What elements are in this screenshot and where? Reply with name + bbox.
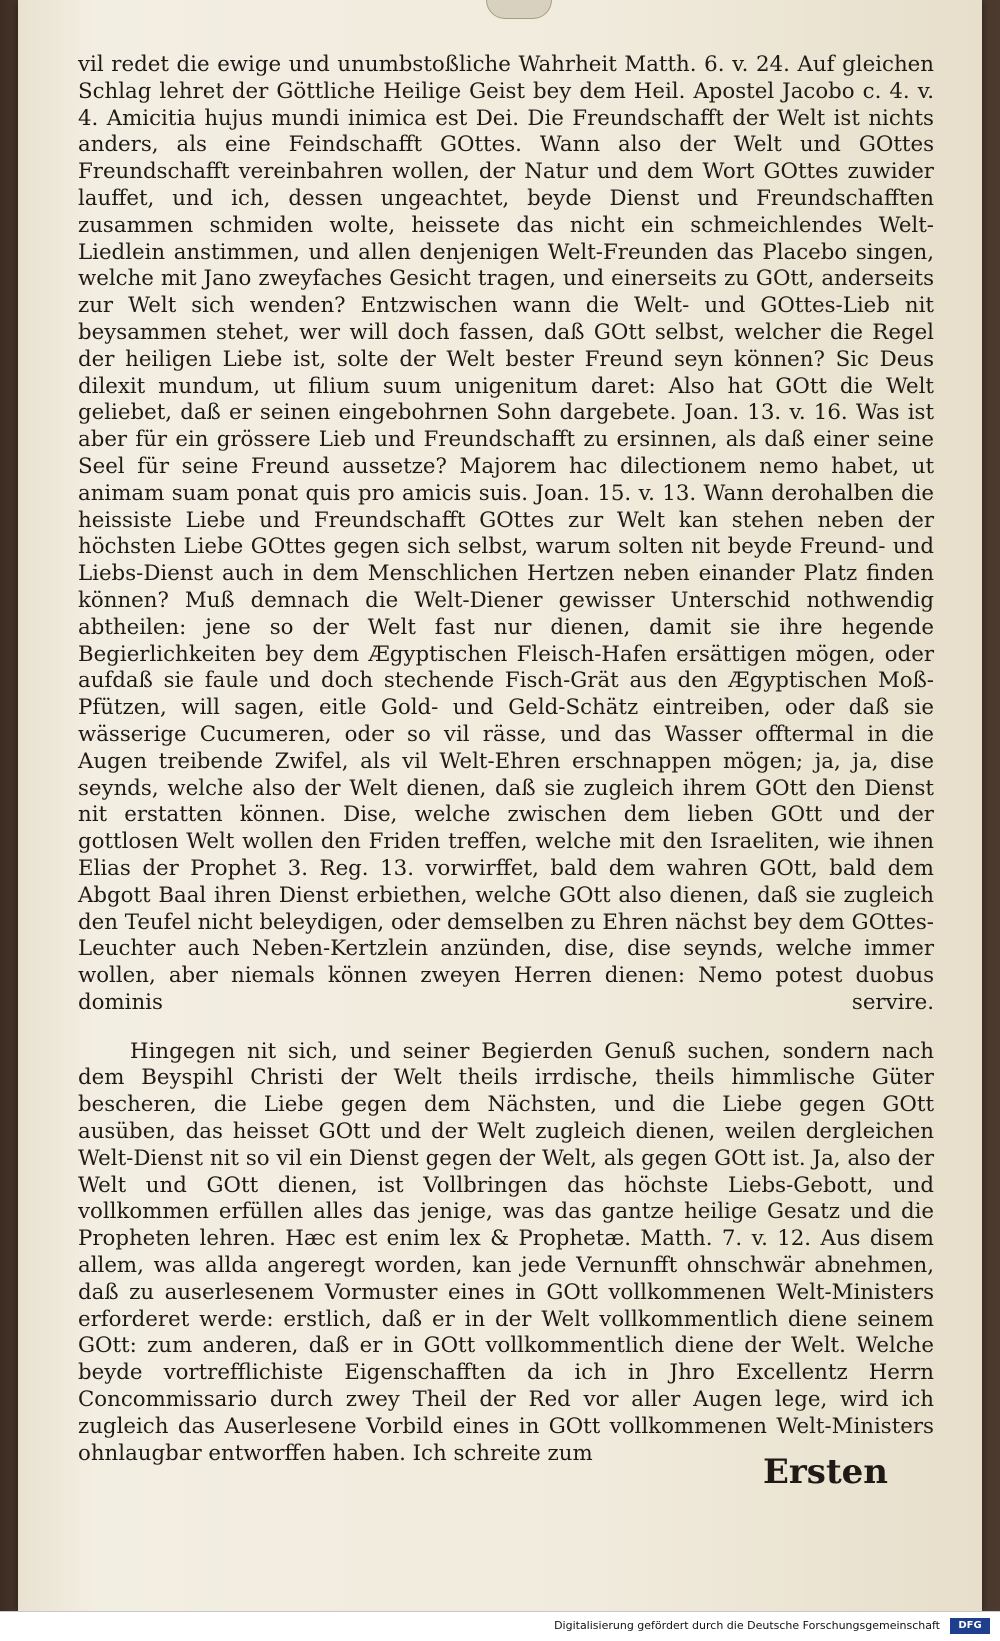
digitization-footer <box>0 1611 1000 1641</box>
paragraph-1: vil redet die ewige und unumbstoßliche Wahrheit Matth. 6. v. 24. Auf gleichen Schlag lehret der Göttliche Heilige Geist bey dem Heil. Apostel Jacobo c. 4. v. 4. Amicitia hujus mundi inimica est Dei. Die Freundschafft der Welt ist nichts anders, als eine Feindschafft GOttes. Wann also der Welt und GOttes Freundschafft vereinbahren wollen, der Natur und dem Wort GOttes zuwider lauffet, und ich, dessen ungeachtet, beyde Dienst und Freundschafften zusammen schmiden wolte, heissete das nicht ein schmeichlendes Welt-Liedlein anstimmen, und allen denjenigen Welt-Freunden das Placebo singen, welche mit Jano zweyfaches Gesicht tragen, und einerseits zu GOtt, anderseits zur Welt sich wenden? Entzwischen wann die Welt- und GOttes-Lieb nit beysammen stehet, wer will doch fassen, daß GOtt selbst, welcher die Regel der heiligen Liebe ist, solte der Welt bester Freund seyn können? Sic Deus dilexit mundum, ut filium suum unigenitum daret: Also hat GOtt die Welt geliebet, daß er seinen eingebohrnen Sohn dargebete. Joan. 13. v. 16. Was ist aber für ein grössere Lieb und Freundschafft zu ersinnen, als daß einer seine Seel für seine Freund aussetze? Majorem hac dilectionem nemo habet, ut animam suam ponat quis pro amicis suis. Joan. 15. v. 13. Wann derohalben die heissiste Liebe und Freundschafft GOttes zur Welt kan stehen neben der höchsten Liebe GOttes gegen sich selbst, warum solten nit beyde Freund- und Liebs-Dienst auch in dem Menschlichen Hertzen neben einander Platz finden können? Muß demnach die Welt-Diener gewisser Unterschid nothwendig abtheilen: jene so der Welt fast nur dienen, damit sie ihre hegende Begierlichkeiten bey dem Ægyptischen Fleisch-Hafen ersättigen mögen, oder aufdaß sie faule und doch stechende Fisch-Grät aus den Ægyptischen Moß-Pfützen, will sagen, eitle Gold- und Geld-Schätz eintreiben, oder daß sie wässerige Cucumeren, oder so vil rässe, und das Wasser offtermal in die Augen treibende Zwifel, als vil Welt-Ehren erschnappen mögen; ja, ja, dise seynds, welche also der Welt dienen, daß sie zugleich ihrem GOtt den Dienst nit erstatten können. Dise, welche zwischen dem lieben GOtt und der gottlosen Welt wollen den Friden treffen, welche mit den Israeliten, wie ihnen Elias der Prophet 3. Reg. 13. vorwirffet, bald dem wahren GOtt, bald dem Abgott Baal ihren Dienst erbiethen, welche GOtt also dienen, daß sie zugleich den Teufel nicht beleydigen, oder demselben zu Ehren nächst bey dem GOttes-Leuchter auch Neben-Kertzlein anzünden, dise, dise seynds, welche immer wollen, aber niemals können zweyen Herren dienen: Nemo potest duobus dominis servire. <box>78 52 934 1015</box>
page-body <box>78 52 934 1467</box>
binding-clip <box>486 0 552 19</box>
paragraph-2: Hingegen nit sich, und seiner Begierden Genuß suchen, sondern nach dem Beyspihl Christi der Welt theils irrdische, theils himmlische Güter bescheren, die Liebe gegen dem Nächsten, und die Liebe gegen GOtt ausüben, das heisset GOtt und der Welt zugleich dienen, weilen dergleichen Welt-Dienst nit so vil ein Dienst gegen der Welt, als gegen GOtt ist. Ja, also der Welt und GOtt dienen, ist Vollbringen das höchste Liebs-Gebott, und vollkommen erfüllen alles das jenige, was das gantze heilige Gesatz und die Propheten lehren. Hæc est enim lex & Prophetæ. Matth. 7. v. 12. Aus disem allem, was allda angeregt worden, kan jede Vernunfft ohnschwär abnehmen, daß zu auserlesenem Vormuster eines in GOtt vollkommenen Welt-Ministers erforderet werde: erstlich, daß er in der Welt vollkommentlich diene seinem GOtt: zum anderen, daß er in GOtt vollkommentlich diene der Welt. Welche beyde vortrefflichiste Eigenschafften da ich in Jhro Excellentz Herrn Concommissario durch zwey Theil der Red vor aller Augen lege, wird ich zugleich das Auserlesene Vorbild eines in GOtt vollkommenen Welt-Ministers ohnlaugbar entworffen haben. Ich schreite zum <box>78 1038 934 1466</box>
catchword: Ersten <box>762 1452 888 1492</box>
funding-credit: Digitalisierung gefördert durch die Deutsche Forschungsgemeinschaft <box>554 1619 940 1632</box>
dfg-logo: DFG <box>950 1618 990 1634</box>
